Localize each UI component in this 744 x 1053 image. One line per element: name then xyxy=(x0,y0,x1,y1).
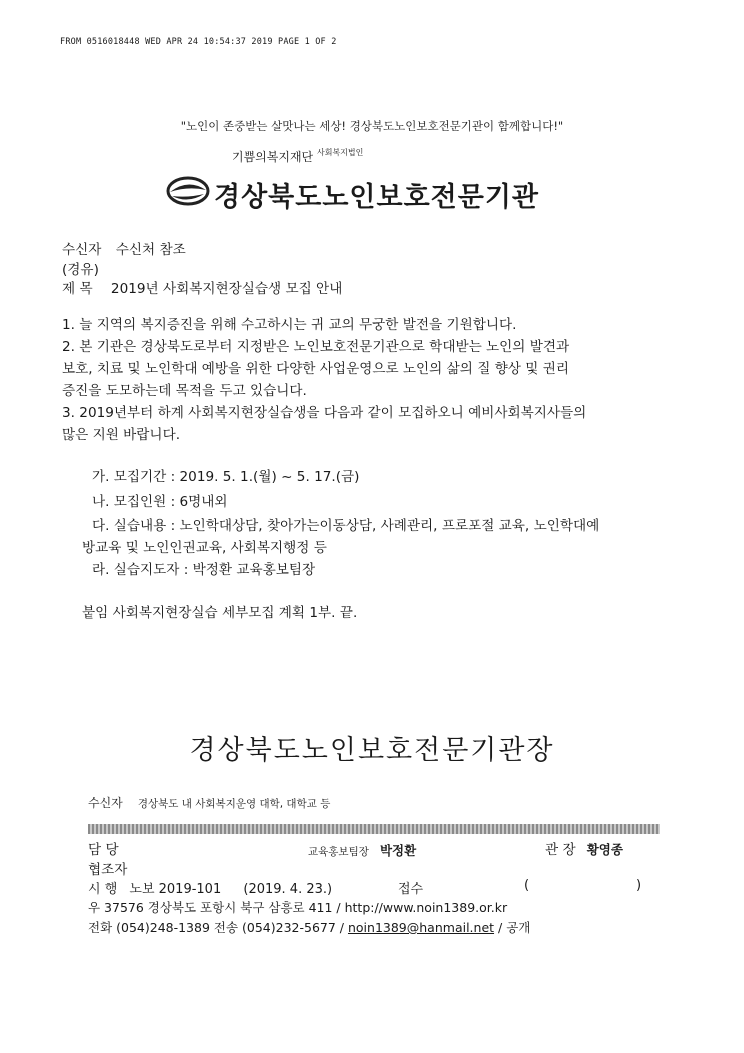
doc-number: 노보 2019-101 xyxy=(129,882,222,897)
subject-label: 제 목 xyxy=(62,281,93,297)
body-line: 증진을 도모하는데 목적을 두고 있습니다. xyxy=(62,383,307,399)
subject-row xyxy=(62,277,342,297)
item-count: 나. 모집인원 : 6명내외 xyxy=(92,494,228,510)
body-line: 보호, 치료 및 노인학대 예방을 위한 다양한 사업운영으로 노인의 삶의 질 향상 및 권리 xyxy=(62,361,569,377)
contact-line xyxy=(88,918,530,936)
item-content-cont: 방교육 및 노인인권교육, 사회복지행정 등 xyxy=(82,540,327,556)
recipient-row xyxy=(62,238,186,258)
head xyxy=(545,838,623,858)
subject-value: 2019년 사회복지현장실습생 모집 안내 xyxy=(110,281,343,297)
body-line: 많은 지원 바랍니다. xyxy=(62,427,181,443)
recipient-value: 수신처 참조 xyxy=(115,242,186,258)
body-line: 2. 본 기관은 경상북도로부터 지정받은 노인보호전문기관으로 학대받는 노인의 발견과 xyxy=(62,339,570,355)
drafter xyxy=(308,840,416,859)
body-line: 3. 2019년부터 하계 사회복지현장실습생을 다음과 같이 모집하오니 예비사회복지사들의 xyxy=(62,405,587,421)
receipt-open: ( xyxy=(524,878,530,893)
recipient-label: 수신자 xyxy=(62,242,102,258)
issuer-title: 경상북도노인보호전문기관장 xyxy=(189,735,555,766)
head-label: 관 장 xyxy=(545,842,576,858)
phone-fax: 전화 (054)248-1389 전송 (054)232-5677 / xyxy=(88,920,344,935)
recipients-line xyxy=(88,792,330,811)
item-period: 가. 모집기간 : 2019. 5. 1.(월) ~ 5. 17.(금) xyxy=(92,469,360,485)
body-line: 1. 늘 지역의 복지증진을 위해 수고하시는 귀 교의 무궁한 발전을 기원합니다. xyxy=(62,317,517,333)
damdang-label: 담 당 xyxy=(88,842,119,858)
receipt-close: ) xyxy=(636,878,642,893)
foundation-sub: 사회복지법인 xyxy=(316,148,364,157)
recipients-value: 경상북도 내 사회복지운영 대학, 대학교 등 xyxy=(137,798,331,810)
email-link[interactable]: noin1389@hanmail.net xyxy=(347,920,495,935)
item-content: 다. 실습내용 : 노인학대상담, 찾아가는이동상담, 사례관리, 프로포절 교육, 노인학대예 xyxy=(92,518,600,534)
public-status: / 공개 xyxy=(498,920,531,935)
doc-date: (2019. 4. 23.) xyxy=(243,882,333,897)
divider-band xyxy=(88,824,660,834)
slogan: "노인이 존중받는 살맛나는 세상! 경상북도노인보호전문기관이 함께합니다!" xyxy=(180,119,564,133)
drafter-name: 박정환 xyxy=(379,843,417,858)
head-name: 황영종 xyxy=(586,842,623,857)
attachment-note: 붙임 사회복지현장실습 세부모집 계획 1부. 끝. xyxy=(82,605,358,621)
drafter-role: 교육홍보팀장 xyxy=(308,846,369,858)
enforce-label: 시 행 xyxy=(88,882,118,897)
address-line: 우 37576 경상북도 포항시 북구 삼흥로 411 / http://www.noin1389.or.kr xyxy=(88,900,508,915)
item-supervisor: 라. 실습지도자 : 박정환 교육홍보팀장 xyxy=(92,562,316,578)
recipients-label: 수신자 xyxy=(88,796,123,810)
via-label: (경유) xyxy=(62,262,99,278)
foundation-main: 기쁨의복지재단 xyxy=(232,150,314,164)
cooperator-label: 협조자 xyxy=(88,862,128,878)
foundation-name xyxy=(232,148,363,165)
org-name: 경상북도노인보호전문기관 xyxy=(214,182,539,213)
doc-info xyxy=(88,878,332,897)
receipt-label: 접수 xyxy=(398,882,424,897)
fax-header: FROM 0516018448 WED APR 24 10:54:37 2019 PAGE 1 OF 2 xyxy=(60,37,337,47)
org-logo-icon xyxy=(166,176,210,206)
